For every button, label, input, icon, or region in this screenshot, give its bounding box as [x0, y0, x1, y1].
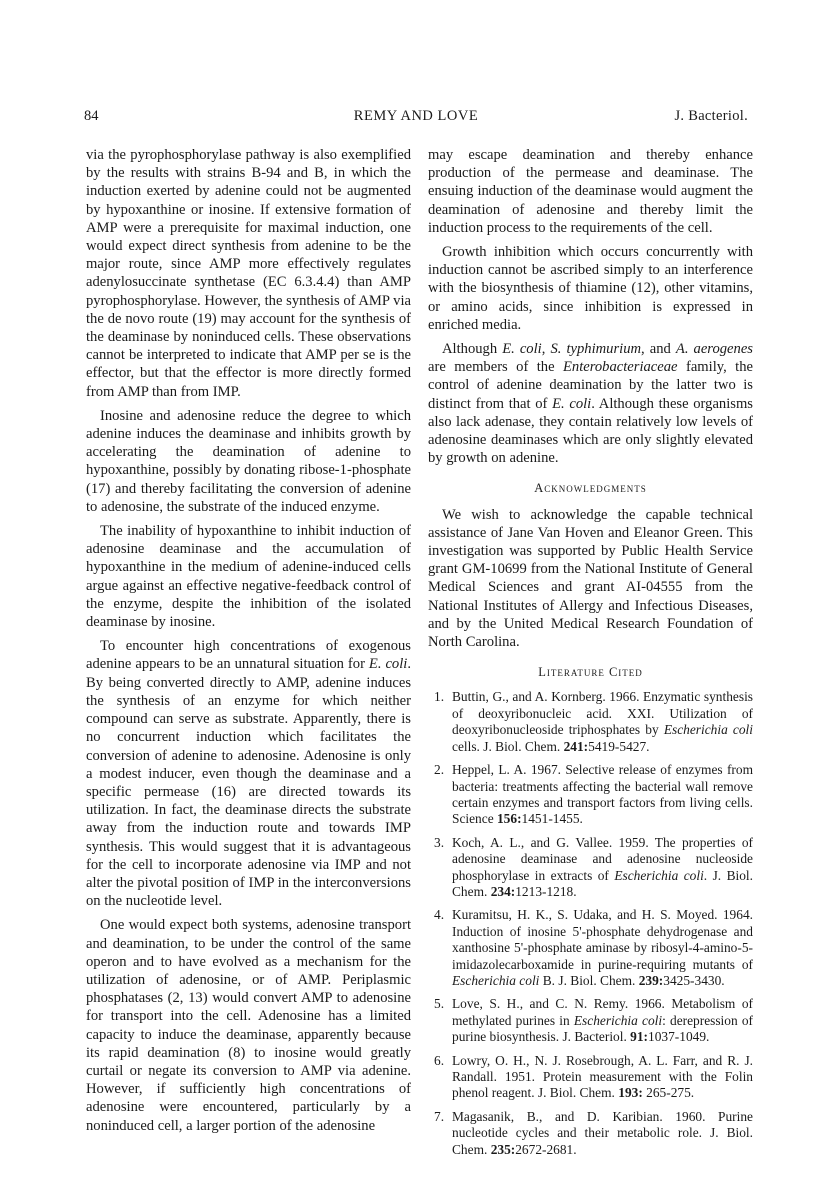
text-run: To encounter high concentrations of exogenous adenine appears to be an unnatural situation for [86, 638, 411, 673]
reference-number: 6. [434, 1052, 445, 1068]
journal-name: J. Bacteriol. [674, 108, 748, 124]
paragraph: One would expect both systems, adenosine transport and deamination, to be under the control of the same operon and to have evolved as a mechanism for the utilization of adenosine, or of AMP. Periplasmic phosphatases (2, 13) would convert AMP to adenosine for transport into the cell. Adenosine has a limited capacity to induce the deaminase, apparently because its rapid deamination (8) to inosine would greatly curtail or negate its conversion to AMP via adenine. However, if sufficiently high concentrations of adenosine were encountered, particularly by a noninduced cell, a larger portion of the adenosine [86, 917, 411, 1134]
reference-item [428, 1053, 753, 1102]
species-name: A. aerogenes [675, 341, 753, 358]
reference-text: Lowry, O. H., N. J. Rosebrough, A. L. Farr, and R. J. Randall. 1951. Protein measurement with the Folin phenol reagent. J. Biol. Chem. [452, 1052, 753, 1101]
right-column [428, 146, 753, 1165]
reference-pages: 2672-2681. [515, 1141, 577, 1157]
paragraph: Inosine and adenosine reduce the degree to which adenine induces the deaminase and inhibits growth by accelerating the deamination of adenine to hypoxanthine, possibly by donating ribose-1-phosphate (17) and thereby facilitating the conversion of adenine to adenosine, the substrate of the induced enzyme. [86, 407, 411, 515]
reference-pages: 1037-1049. [648, 1029, 710, 1045]
paragraph [428, 340, 753, 467]
paragraph: via the pyrophosphorylase pathway is also exemplified by the results with strains B-94 and B, in which the induction exerted by adenine could not be augmented by hypoxanthine or inosine. If extensive formation of AMP were a prerequisite for maximal induction, one would expect direct synthesis from adenine to be the major route, since AMP more effectively regulates adenylosuccinate synthetase (EC 6.3.4.4) than AMP pyrophosphorylase. However, the synthesis of AMP via the de novo route (19) may account for the synthesis of the deaminase by noninduced cells. These observations cannot be interpreted to indicate that AMP per se is the effector, but that the effector is more directly formed from AMP than from IMP. [86, 147, 411, 400]
acknowledgments-heading: Acknowledgments [534, 481, 647, 496]
reference-text: Koch, A. L., and G. Vallee. 1959. The properties of adenosine deaminase and adenosine nucleoside phosphorylase in extracts of [452, 834, 753, 883]
reference-pages: 5419-5427. [588, 738, 650, 754]
paragraph: Growth inhibition which occurs concurrently with induction cannot be ascribed simply to an interference with the biosynthesis of thiamine (12), other vitamins, or amino acids, since inhibition is expressed in enriched media. [428, 244, 753, 333]
species-name: E. coli [552, 395, 592, 412]
reference-text: Magasanik, B., and D. Karibian. 1960. Purine nucleotide cycles and their metabolic role. J. Biol. Chem. [452, 1108, 753, 1157]
text-run: Although [442, 341, 503, 358]
reference-number: 3. [434, 834, 445, 850]
text-run: , and [641, 341, 676, 358]
reference-pages: 265-275. [642, 1085, 695, 1101]
acknowledgments-text: We wish to acknowledge the capable technical assistance of Jane Van Hoven and Eleanor Green. This investigation was supported by Public Health Service grant GM-10699 from the National Institute of General Medical Sciences and grant AI-04555 from the National Institutes of Allergy and Infectious Diseases, and by the United Medical Research Foundation of North Carolina. [428, 506, 753, 651]
reference-pages: 1213-1218. [515, 883, 577, 899]
species-name: E. coli [368, 656, 408, 673]
reference-item [428, 762, 753, 828]
reference-volume: 235: [490, 1141, 516, 1157]
text-run: are members of the [428, 359, 563, 376]
paragraph [86, 637, 411, 910]
reference-text: Buttin, G., and A. Kornberg. 1966. Enzymatic synthesis of deoxyribonucleic acid. XXI. Utilization of deoxyribonucleoside triphosphates by [452, 689, 753, 738]
reference-volume: 91: [630, 1029, 649, 1045]
reference-text: Love, S. H., and C. N. Remy. 1966. Metabolism of methylated purines in [452, 996, 753, 1028]
running-header [84, 108, 748, 132]
reference-number: 5. [434, 996, 445, 1012]
reference-volume: 234: [490, 883, 516, 899]
species-name: Escherichia coli [452, 972, 540, 988]
reference-number: 7. [434, 1108, 445, 1124]
paragraph: The inability of hypoxanthine to inhibit induction of adenosine deaminase and the accumulation of hypoxanthine in the medium of adenine-induced cells argue against an effective negative-feedback control of the enzyme, despite the inhibition of the isolated deaminase by inosine. [86, 523, 411, 631]
reference-text: . J. Biol. Chem. [452, 867, 753, 899]
reference-item [428, 996, 753, 1045]
reference-volume: 193: [618, 1085, 643, 1101]
species-name: Escherichia coli [573, 1012, 663, 1028]
reference-pages: 3425-3430. [663, 972, 725, 988]
reference-item [428, 689, 753, 755]
reference-number: 4. [434, 907, 445, 923]
reference-volume: 241: [563, 738, 589, 754]
reference-text: B. J. Biol. Chem. [539, 972, 639, 988]
literature-cited-heading: Literature Cited [538, 665, 643, 680]
reference-item [428, 907, 753, 989]
species-name: Escherichia coli [614, 867, 704, 883]
running-authors: REMY AND LOVE [353, 108, 479, 124]
reference-text: cells. J. Biol. Chem. [452, 738, 564, 754]
reference-number: 2. [434, 762, 445, 778]
reference-volume: 156: [496, 811, 522, 827]
text-run: family, the control of adenine deamination by the latter two is distinct from that of [428, 359, 753, 412]
reference-text: Kuramitsu, H. K., S. Udaka, and H. S. Moyed. 1964. Induction of inosine 5'-phosphate dehydrogenase and xanthosine 5'-phosphate aminase by ribosyl-4-amino-5-imidazolecarboxamide in purine-requiring mutants of [452, 907, 753, 972]
species-name: E. coli [502, 341, 542, 358]
reference-number: 1. [434, 689, 445, 705]
text-run: , [541, 341, 551, 358]
paragraph: may escape deamination and thereby enhance production of the permease and deaminase. The ensuing induction of the deaminase would augment the deamination of adenosine and thereby limit the induction process to the requirements of the cell. [428, 147, 753, 236]
species-name: S. typhimurium [550, 341, 642, 358]
left-column [86, 146, 411, 1141]
text-run: . By being converted directly to AMP, adenine induces the synthesis of an enzyme for which neither compound can serve as substrate. Apparently, there is no concurrent induction which facilitates the conversion of adenine to adenosine. Adenosine is only a modest inducer, even though the deaminase and a specific permease (16) are directed towards its utilization. In fact, the deaminase directs the substrate away from the induction route and towards IMP synthesis. This would suggest that it is advantageous for the cell to incorporate adenosine via IMP and not alter the pivotal position of IMP in the interconversions on the nucleotide level. [86, 656, 411, 910]
reference-list [428, 689, 753, 1158]
reference-text: Heppel, L. A. 1967. Selective release of enzymes from bacteria: treatments affecting the bacterial wall remove certain enzymes and transport factors from living cells. Science [452, 762, 753, 827]
reference-item [428, 835, 753, 901]
reference-item [428, 1109, 753, 1158]
reference-pages: 1451-1455. [521, 811, 583, 827]
species-name: Escherichia coli [663, 722, 753, 738]
family-name: Enterobacteriaceae [562, 359, 678, 376]
text-run: . Although these organisms also lack adenase, they contain relatively low levels of adenosine deaminases which are only slightly elevated by growth on adenine. [428, 395, 753, 467]
reference-volume: 239: [638, 972, 664, 988]
page-number: 84 [84, 108, 99, 124]
reference-text: : derepression of purine biosynthesis. J. Bacteriol. [452, 1012, 753, 1045]
